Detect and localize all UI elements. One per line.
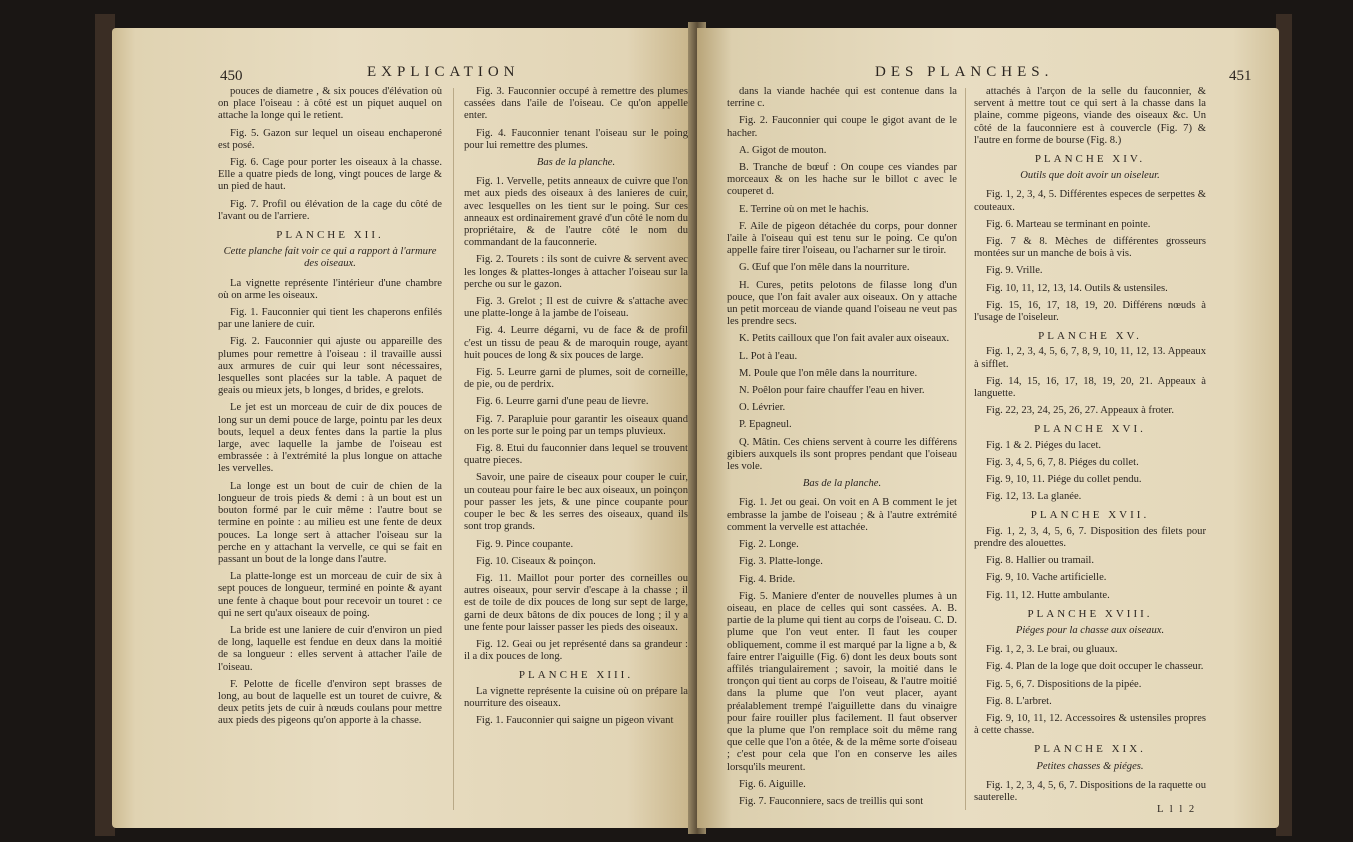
plate-heading: PLANCHE XVIII. bbox=[1027, 607, 1153, 620]
paragraph: Fig. 9, 10, 11. Piége du collet pendu. bbox=[986, 474, 1142, 486]
paragraph: Fig. 1. Fauconnier qui saigne un pigeon vivant bbox=[476, 714, 674, 726]
paragraph: La bride est une laniere de cuir d'environ un pied de long, laquelle est fendue en deux dans la moitié de sa longueur : elles servent à attacher l'aile de l'oiseau. bbox=[218, 624, 442, 673]
paragraph: B. Tranche de bœuf : On coupe ces viandes par morceaux & on les hache sur le billot c avec le couperet d. bbox=[727, 162, 957, 198]
paragraph: Fig. 3, 4, 5, 6, 7, 8. Piéges du collet. bbox=[986, 456, 1139, 468]
paragraph: La vignette représente l'intérieur d'une chambre où on arme les oiseaux. bbox=[218, 277, 442, 301]
text-column-2 bbox=[974, 86, 1206, 809]
paragraph: A. Gigot de mouton. bbox=[739, 144, 827, 156]
paragraph: Fig. 5. Maniere d'enter de nouvelles plumes à un oiseau, en place de celles qui sont cassées. A. B. partie de la plume qui tient au corps de l'oiseau. C. D. plume que l'on veut enter. Il faut les couper obliquement, comme il est marqué par la ligne a b, & faire entrer l'aiguille (Fig. 6) dont les deux bouts sont affilés triangulairement ; savoir, la moitié dans le tronçon qui tient au corps de l'oiseau, & l'autre moitié dans la plume que l'on veut placer, ayant préalablement trempé l'aiguillette dans du vinaigre pour faire rouiller plus facilement. Il faut observer que la plume que l'on remplace soit du même rang que celle que l'on a ôtée, & de la même sorte d'oiseau ; c'est pour cela que l'on en conserve les ailes lorsqu'ils meurent. bbox=[727, 590, 957, 773]
plate-heading: PLANCHE XIV. bbox=[1034, 153, 1146, 166]
paragraph: Fig. 3. Grelot ; Il est de cuivre & s'attache avec une platte-longe à la jambe de l'oiseau. bbox=[464, 296, 688, 320]
paragraph: Q. Mâtin. Ces chiens servent à courre les différens gibiers auxquels ils sont propres pendant que l'oiseau les vole. bbox=[727, 436, 957, 473]
section-caption: Piéges pour la chasse aux oiseaux. bbox=[1015, 624, 1165, 636]
plate-heading: PLANCHE XVII. bbox=[1030, 509, 1150, 522]
paragraph: Fig. 14, 15, 16, 17, 18, 19, 20, 21. Appeaux à languette. bbox=[974, 375, 1206, 400]
paragraph: Fig. 9, 10, 11, 12. Accessoires & ustensiles propres à cette chasse. bbox=[974, 712, 1206, 737]
paragraph: Fig. 1. Fauconnier qui tient les chaperons enfilés par une laniere de cuir. bbox=[218, 307, 442, 331]
paragraph: Fig. 4. Plan de la loge que doit occuper le chasseur. bbox=[986, 661, 1204, 673]
paragraph: N. Poêlon pour faire chauffer l'eau en hiver. bbox=[739, 385, 925, 397]
plate-heading: PLANCHE XVI. bbox=[1034, 423, 1146, 436]
section-caption: Bas de la planche. bbox=[536, 157, 616, 169]
paragraph: Fig. 2. Tourets : ils sont de cuivre & servent avec les longes & plattes-longes à attacher l'oiseau sur la perche ou sur le gazon. bbox=[464, 254, 688, 290]
paragraph: Fig. 1, 2, 3. Le brai, ou gluaux. bbox=[986, 644, 1118, 656]
plate-heading: PLANCHE XIX. bbox=[1034, 743, 1146, 756]
paragraph: La platte-longe est un morceau de cuir de six à sept pouces de longueur, terminé en pointe & ayant une fente à chaque bout pour recevoir un touret : ce qui ne sert qu'aux oiseaux de poing. bbox=[218, 571, 442, 619]
paragraph: Fig. 2. Fauconnier qui coupe le gigot avant de le hacher. bbox=[727, 115, 957, 139]
paragraph: Fig. 6. Aiguille. bbox=[739, 778, 806, 790]
plate-heading: PLANCHE XII. bbox=[276, 229, 384, 242]
paragraph: Fig. 6. Leurre garni d'une peau de lievre. bbox=[476, 396, 649, 408]
paragraph: Fig. 1. Jet ou geai. On voit en A B comment le jet embrasse la jambe de l'oiseau ; & à l'autre extrémité comment la vervelle est attachée. bbox=[727, 497, 957, 533]
paragraph: Fig. 7 & 8. Mèches de différentes grosseurs montées sur un manche de bois à vis. bbox=[974, 236, 1206, 260]
paragraph: Fig. 15, 16, 17, 18, 19, 20. Différens nœuds à l'usage de l'oiseleur. bbox=[974, 299, 1206, 324]
paragraph: Fig. 1, 2, 3, 4, 5, 6, 7. Disposition des filets pour prendre des alouettes. bbox=[974, 525, 1206, 549]
paragraph: Fig. 4. Leurre dégarni, vu de face & de profil c'est un tissu de peau & de maroquin rouge, ayant huit pouces de long & six pouces de large. bbox=[464, 325, 688, 361]
plate-heading: PLANCHE XIII. bbox=[518, 669, 634, 682]
paragraph: Fig. 12, 13. La glanée. bbox=[986, 491, 1082, 503]
paragraph: E. Terrine où on met le hachis. bbox=[739, 203, 869, 215]
paragraph: Fig. 9. Pince coupante. bbox=[476, 538, 574, 550]
column-rule bbox=[965, 88, 966, 810]
paragraph: Fig. 11, 12. Hutte ambulante. bbox=[986, 589, 1110, 601]
paragraph: Fig. 5, 6, 7. Dispositions de la pipée. bbox=[986, 678, 1142, 690]
section-caption: Petites chasses & piéges. bbox=[1036, 760, 1144, 772]
paragraph: Fig. 1, 2, 3, 4, 5. Différentes especes de serpettes & couteaux. bbox=[974, 189, 1206, 213]
paragraph: Fig. 8. Etui du fauconnier dans lequel se trouvent quatre pieces. bbox=[464, 443, 688, 467]
paragraph: Fig. 3. Platte-longe. bbox=[739, 556, 823, 568]
paragraph: Fig. 1, 2, 3, 4, 5, 6, 7, 8, 9, 10, 11, 12, 13. Appeaux à sifflet. bbox=[974, 346, 1206, 370]
paragraph: attachés à l'arçon de la selle du fauconnier, & servent à mettre tout ce qui sert à la chasse dans la plaine, comme pigeons, viande des oiseaux &c. Un côté de la fauconniere est à couvercle (Fig. 7) & l'autre en forme de bourse (Fig. 8.) bbox=[974, 86, 1206, 146]
paragraph: Fig. 4. Bride. bbox=[739, 573, 796, 585]
paragraph: Fig. 6. Marteau se terminant en pointe. bbox=[986, 218, 1151, 230]
paragraph: M. Poule que l'on mêle dans la nourriture. bbox=[739, 367, 918, 379]
paragraph: Fig. 1 & 2. Piéges du lacet. bbox=[986, 439, 1102, 451]
right-page bbox=[697, 28, 1279, 828]
paragraph: Fig. 8. L'arbret. bbox=[986, 695, 1052, 707]
paragraph: Fig. 5. Gazon sur lequel un oiseau enchaperoné est posé. bbox=[218, 127, 442, 151]
paragraph: O. Lévrier. bbox=[739, 402, 786, 414]
page-number: 450 bbox=[220, 68, 243, 84]
column-rule bbox=[453, 88, 454, 810]
section-caption: Cette planche fait voir ce qui a rapport à l'armure des oiseaux. bbox=[223, 246, 437, 270]
paragraph: Fig. 11. Maillot pour porter des corneilles ou autres oiseaux, pour servir d'escape à la chasse ; il est de toile de dix pouces de long sur sept de large, garni de deux bâtons de dix pouces de long ; il y a une fente pour laisser passer les pieds des oiseaux. bbox=[464, 572, 688, 633]
paragraph: Fig. 9, 10. Vache artificielle. bbox=[986, 572, 1107, 584]
paragraph: Fig. 10. Ciseaux & poinçon. bbox=[476, 555, 596, 567]
paragraph: L. Pot à l'eau. bbox=[739, 350, 798, 362]
paragraph: Fig. 2. Longe. bbox=[739, 539, 799, 551]
paragraph: La longe est un bout de cuir de chien de la longueur de trois pieds & demi : à un bout est un bouton formé par le cuir même : l'autre bout se termine en pointe : au milieu est une fente de deux pouces. La longe sert à attacher l'oiseau sur la perche en y attachant la vervelle, ce qui se fait en passant un bout de la longe dans l'autre. bbox=[218, 480, 442, 565]
paragraph: H. Cures, petits pelotons de filasse long d'un pouce, que l'on fait avaler aux oiseaux. On y attache un petit morceau de viande quand l'oiseau ne veut pas les prendre secs. bbox=[727, 279, 957, 328]
running-head: DES PLANCHES. bbox=[875, 64, 1054, 80]
section-caption: Bas de la planche. bbox=[802, 478, 882, 490]
running-head: EXPLICATION bbox=[367, 64, 520, 80]
paragraph: Le jet est un morceau de cuir de dix pouces de long sur un demi pouce de large, pointu par les deux bouts, lequel a deux fentes dans la partie la plus large, avec laquelle la jambe de l'oiseau est embrassée : à l'extrémité la plus longue on attache les vervelles. bbox=[218, 402, 442, 475]
paragraph: G. Œuf que l'on mêle dans la nourriture. bbox=[739, 262, 910, 274]
paragraph: Fig. 10, 11, 12, 13, 14. Outils & ustensiles. bbox=[986, 282, 1168, 294]
paragraph: Fig. 6. Cage pour porter les oiseaux à la chasse. Elle a quatre pieds de long, vingt pouces de large & un pied de haut. bbox=[218, 157, 442, 193]
paragraph: dans la viande hachée qui est contenue dans la terrine c. bbox=[727, 86, 957, 110]
plate-heading: PLANCHE XV. bbox=[1038, 330, 1142, 343]
paragraph: Fig. 8. Hallier ou tramail. bbox=[986, 555, 1094, 567]
paragraph: F. Aile de pigeon détachée du corps, pour donner l'aile à l'oiseau qui est tenu sur le poing. Ce qu'on appelle faire tirer l'oiseau, ou l'acharner sur le tiroir. bbox=[727, 220, 957, 257]
paragraph: Fig. 9. Vrille. bbox=[986, 265, 1043, 277]
paragraph: pouces de diametre , & six pouces d'élévation où on place l'oiseau : à côté est un piquet auquel on attache la longe qui le retient. bbox=[218, 86, 442, 122]
paragraph: Fig. 5. Leurre garni de plumes, soit de corneille, de pie, ou de perdrix. bbox=[464, 367, 688, 391]
paragraph: Fig. 12. Geai ou jet représenté dans sa grandeur : il a dix pouces de long. bbox=[464, 638, 688, 663]
paragraph: La vignette représente la cuisine où on prépare la nourriture des oiseaux. bbox=[464, 685, 688, 709]
text-column-1 bbox=[218, 86, 442, 733]
page-number: 451 bbox=[1229, 68, 1252, 84]
paragraph: Fig. 7. Fauconniere, sacs de treillis qui sont bbox=[739, 795, 924, 807]
paragraph: Fig. 4. Fauconnier tenant l'oiseau sur le poing pour lui remettre des plumes. bbox=[464, 127, 688, 151]
left-page bbox=[112, 28, 697, 828]
paragraph: Savoir, une paire de ciseaux pour couper le cuir, un couteau pour faire le bec aux oiseaux, un poinçon pour passer les jets, & une pince coupante pour couper le bec & les serres des oiseaux, quand ils sont trop grands. bbox=[464, 472, 688, 533]
paragraph: K. Petits cailloux que l'on fait avaler aux oiseaux. bbox=[739, 333, 950, 345]
paragraph: Fig. 1, 2, 3, 4, 5, 6, 7. Dispositions de la raquette ou sauterelle. bbox=[974, 779, 1206, 803]
paragraph: F. Pelotte de ficelle d'environ sept brasses de long, au bout de laquelle est un touret de cuivre, & deux petits jets de cuir à nœuds coulans pour mettre aux pieds des pigeons qu'on apporte à la chasse. bbox=[218, 678, 442, 727]
text-column-1 bbox=[727, 86, 957, 813]
signature-mark: L l l 2 bbox=[1157, 804, 1197, 815]
paragraph: Fig. 22, 23, 24, 25, 26, 27. Appeaux à froter. bbox=[986, 405, 1175, 417]
paragraph: Fig. 7. Parapluie pour garantir les oiseaux quand on les porte sur le poing par un temps pluvieux. bbox=[464, 413, 688, 437]
text-column-2 bbox=[464, 86, 688, 732]
paragraph: Fig. 1. Vervelle, petits anneaux de cuivre que l'on met aux pieds des oiseaux à des lanieres de cuir, avec lesquelles on les tient sur le poing. Sur ces anneaux est ordinairement gravé d'un côté le nom du propriétaire, & de l'autre côté le nom du commandant de la fauconnerie. bbox=[464, 176, 688, 249]
section-caption: Outils que doit avoir un oiseleur. bbox=[1020, 170, 1160, 182]
paragraph: Fig. 2. Fauconnier qui ajuste ou appareille des plumes pour remettre à l'oiseau : il travaille aussi aux armures de cuir qui leur sont nécessaires, lesquelles sont placées sur la table. A paquet de geais ou mieux jets, b longes, d brides, e grelots. bbox=[218, 336, 442, 397]
paragraph: Fig. 3. Fauconnier occupé à remettre des plumes cassées dans l'aile de l'oiseau. Ce qu'on appelle enter. bbox=[464, 86, 688, 122]
paragraph: P. Epagneul. bbox=[739, 419, 792, 431]
paragraph: Fig. 7. Profil ou élévation de la cage du côté de l'avant ou de l'arriere. bbox=[218, 198, 442, 222]
